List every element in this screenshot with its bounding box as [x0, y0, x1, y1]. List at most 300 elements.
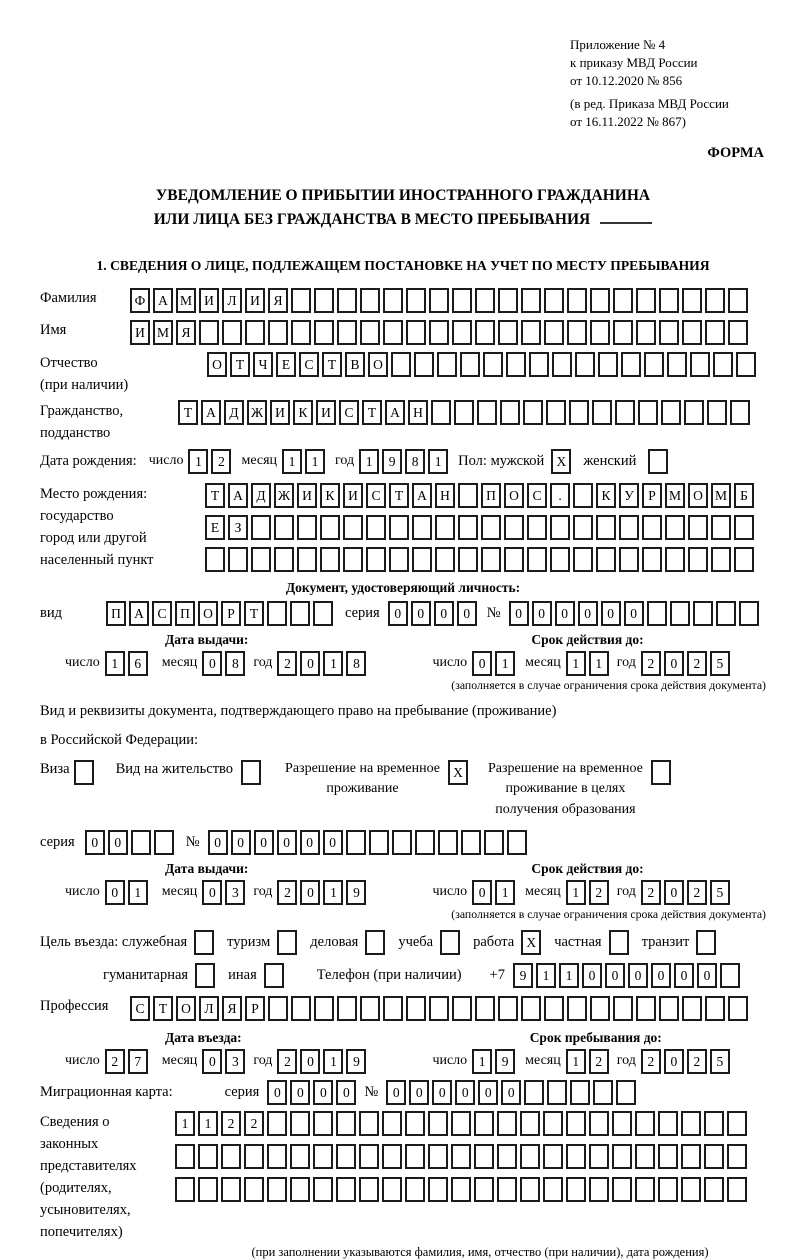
permit-expiry-year-input[interactable] [641, 880, 730, 905]
char-cell[interactable]: 0 [434, 601, 454, 626]
birth-place-row1-input[interactable] [205, 483, 754, 508]
temp-residence-education-checkbox[interactable] [651, 760, 671, 785]
char-cell[interactable] [590, 320, 610, 345]
char-cell[interactable]: 2 [277, 1049, 297, 1074]
doc-expiry-month-input[interactable] [566, 651, 609, 676]
char-cell[interactable]: 9 [513, 963, 533, 988]
char-cell[interactable] [383, 288, 403, 313]
char-cell[interactable] [405, 1111, 425, 1136]
char-cell[interactable]: К [320, 483, 340, 508]
char-cell[interactable] [596, 515, 616, 540]
char-cell[interactable]: 0 [323, 830, 343, 855]
char-cell[interactable] [428, 1111, 448, 1136]
char-cell[interactable] [475, 288, 495, 313]
char-cell[interactable] [336, 1111, 356, 1136]
char-cell[interactable] [461, 830, 481, 855]
stay-day-input[interactable] [472, 1049, 515, 1074]
char-cell[interactable]: 2 [105, 1049, 125, 1074]
char-cell[interactable]: 9 [382, 449, 402, 474]
char-cell[interactable]: 1 [559, 963, 579, 988]
char-cell[interactable] [521, 996, 541, 1021]
birth-day-input[interactable] [188, 449, 231, 474]
permit-expiry-day-input[interactable] [472, 880, 515, 905]
surname-input[interactable] [130, 288, 748, 313]
char-cell[interactable] [428, 1144, 448, 1169]
char-cell[interactable] [483, 352, 503, 377]
char-cell[interactable]: 1 [175, 1111, 195, 1136]
char-cell[interactable] [527, 547, 547, 572]
char-cell[interactable] [682, 996, 702, 1021]
char-cell[interactable] [524, 1080, 544, 1105]
char-cell[interactable]: 0 [478, 1080, 498, 1105]
char-cell[interactable]: 9 [346, 1049, 366, 1074]
doc-expiry-day-input[interactable] [472, 651, 515, 676]
char-cell[interactable]: 1 [472, 1049, 492, 1074]
char-cell[interactable] [569, 400, 589, 425]
char-cell[interactable] [682, 288, 702, 313]
char-cell[interactable] [343, 547, 363, 572]
char-cell[interactable]: М [665, 483, 685, 508]
char-cell[interactable] [346, 830, 366, 855]
char-cell[interactable] [291, 996, 311, 1021]
char-cell[interactable]: Н [408, 400, 428, 425]
citizenship-input[interactable] [178, 400, 750, 425]
char-cell[interactable] [647, 601, 667, 626]
char-cell[interactable]: 1 [495, 880, 515, 905]
birth-year-input[interactable] [359, 449, 448, 474]
char-cell[interactable] [498, 996, 518, 1021]
char-cell[interactable]: О [504, 483, 524, 508]
char-cell[interactable]: 1 [323, 880, 343, 905]
char-cell[interactable] [567, 288, 587, 313]
purpose-humanitarian-checkbox[interactable] [195, 963, 215, 988]
char-cell[interactable]: Р [221, 601, 241, 626]
representatives-row2-input[interactable] [175, 1144, 747, 1169]
char-cell[interactable]: 0 [277, 830, 297, 855]
char-cell[interactable]: А [228, 483, 248, 508]
purpose-tourism-checkbox[interactable] [277, 930, 297, 955]
char-cell[interactable]: 2 [687, 1049, 707, 1074]
char-cell[interactable] [267, 1111, 287, 1136]
char-cell[interactable] [521, 288, 541, 313]
char-cell[interactable] [520, 1177, 540, 1202]
char-cell[interactable] [659, 288, 679, 313]
char-cell[interactable] [598, 352, 618, 377]
char-cell[interactable] [337, 996, 357, 1021]
char-cell[interactable]: 0 [290, 1080, 310, 1105]
char-cell[interactable] [566, 1144, 586, 1169]
char-cell[interactable] [313, 1111, 333, 1136]
char-cell[interactable]: А [201, 400, 221, 425]
char-cell[interactable]: 3 [225, 880, 245, 905]
char-cell[interactable] [474, 1111, 494, 1136]
char-cell[interactable] [612, 1144, 632, 1169]
char-cell[interactable] [592, 400, 612, 425]
char-cell[interactable] [529, 352, 549, 377]
char-cell[interactable]: 6 [128, 651, 148, 676]
char-cell[interactable]: 0 [601, 601, 621, 626]
char-cell[interactable] [241, 760, 261, 785]
char-cell[interactable] [550, 547, 570, 572]
char-cell[interactable]: 1 [128, 880, 148, 905]
char-cell[interactable]: 2 [589, 880, 609, 905]
char-cell[interactable]: И [297, 483, 317, 508]
char-cell[interactable] [405, 1144, 425, 1169]
char-cell[interactable] [596, 547, 616, 572]
char-cell[interactable]: И [199, 288, 219, 313]
char-cell[interactable]: 0 [105, 880, 125, 905]
char-cell[interactable] [383, 996, 403, 1021]
char-cell[interactable]: 0 [457, 601, 477, 626]
char-cell[interactable] [221, 1177, 241, 1202]
char-cell[interactable] [544, 996, 564, 1021]
char-cell[interactable]: А [153, 288, 173, 313]
char-cell[interactable] [475, 320, 495, 345]
char-cell[interactable] [314, 288, 334, 313]
char-cell[interactable] [690, 352, 710, 377]
char-cell[interactable]: С [527, 483, 547, 508]
char-cell[interactable] [474, 1177, 494, 1202]
char-cell[interactable]: 1 [495, 651, 515, 676]
char-cell[interactable] [681, 1111, 701, 1136]
char-cell[interactable]: 0 [202, 651, 222, 676]
char-cell[interactable]: О [688, 483, 708, 508]
char-cell[interactable]: 0 [336, 1080, 356, 1105]
sex-female-checkbox[interactable] [648, 449, 668, 474]
char-cell[interactable] [713, 352, 733, 377]
char-cell[interactable] [313, 601, 333, 626]
char-cell[interactable] [314, 320, 334, 345]
char-cell[interactable] [481, 547, 501, 572]
char-cell[interactable] [521, 320, 541, 345]
char-cell[interactable]: 0 [501, 1080, 521, 1105]
char-cell[interactable]: Н [435, 483, 455, 508]
char-cell[interactable]: Ф [130, 288, 150, 313]
char-cell[interactable] [720, 963, 740, 988]
char-cell[interactable] [567, 996, 587, 1021]
char-cell[interactable]: 9 [346, 880, 366, 905]
char-cell[interactable] [297, 547, 317, 572]
purpose-official-checkbox[interactable] [194, 930, 214, 955]
char-cell[interactable] [736, 352, 756, 377]
birth-place-row2-input[interactable] [205, 515, 754, 540]
doc-expiry-year-input[interactable] [641, 651, 730, 676]
char-cell[interactable]: 2 [277, 651, 297, 676]
char-cell[interactable]: X [448, 760, 468, 785]
char-cell[interactable] [550, 515, 570, 540]
permit-expiry-month-input[interactable] [566, 880, 609, 905]
char-cell[interactable]: 0 [409, 1080, 429, 1105]
char-cell[interactable]: 0 [313, 1080, 333, 1105]
char-cell[interactable] [544, 288, 564, 313]
patronymic-input[interactable] [207, 352, 756, 377]
char-cell[interactable]: 1 [359, 449, 379, 474]
char-cell[interactable] [716, 601, 736, 626]
char-cell[interactable] [290, 1177, 310, 1202]
char-cell[interactable]: 2 [277, 880, 297, 905]
char-cell[interactable] [638, 400, 658, 425]
char-cell[interactable] [570, 1080, 590, 1105]
char-cell[interactable] [636, 288, 656, 313]
char-cell[interactable]: Т [244, 601, 264, 626]
char-cell[interactable]: 0 [300, 1049, 320, 1074]
char-cell[interactable] [696, 930, 716, 955]
char-cell[interactable] [199, 320, 219, 345]
char-cell[interactable] [507, 830, 527, 855]
char-cell[interactable] [658, 1144, 678, 1169]
char-cell[interactable] [222, 320, 242, 345]
purpose-private-checkbox[interactable] [609, 930, 629, 955]
char-cell[interactable] [452, 288, 472, 313]
char-cell[interactable]: С [130, 996, 150, 1021]
char-cell[interactable]: С [339, 400, 359, 425]
char-cell[interactable]: 2 [589, 1049, 609, 1074]
permit-issue-year-input[interactable] [277, 880, 366, 905]
char-cell[interactable] [497, 1144, 517, 1169]
permit-number-input[interactable] [208, 830, 527, 855]
char-cell[interactable] [730, 400, 750, 425]
permit-series-input[interactable] [85, 830, 174, 855]
char-cell[interactable] [320, 547, 340, 572]
char-cell[interactable]: 0 [509, 601, 529, 626]
char-cell[interactable]: Р [642, 483, 662, 508]
char-cell[interactable]: 0 [300, 651, 320, 676]
char-cell[interactable] [458, 547, 478, 572]
char-cell[interactable] [360, 320, 380, 345]
char-cell[interactable] [369, 830, 389, 855]
char-cell[interactable]: 0 [664, 880, 684, 905]
char-cell[interactable] [475, 996, 495, 1021]
char-cell[interactable] [727, 1177, 747, 1202]
char-cell[interactable] [704, 1177, 724, 1202]
char-cell[interactable] [460, 352, 480, 377]
char-cell[interactable]: 5 [710, 880, 730, 905]
char-cell[interactable] [734, 547, 754, 572]
char-cell[interactable] [659, 996, 679, 1021]
char-cell[interactable] [195, 963, 215, 988]
char-cell[interactable] [704, 1144, 724, 1169]
char-cell[interactable] [504, 515, 524, 540]
char-cell[interactable]: Ч [253, 352, 273, 377]
char-cell[interactable] [566, 1177, 586, 1202]
char-cell[interactable] [429, 288, 449, 313]
char-cell[interactable]: 1 [323, 651, 343, 676]
char-cell[interactable]: О [176, 996, 196, 1021]
char-cell[interactable] [670, 601, 690, 626]
char-cell[interactable] [336, 1144, 356, 1169]
char-cell[interactable] [609, 930, 629, 955]
char-cell[interactable] [313, 1144, 333, 1169]
char-cell[interactable] [451, 1111, 471, 1136]
char-cell[interactable]: П [481, 483, 501, 508]
char-cell[interactable]: Т [389, 483, 409, 508]
char-cell[interactable]: 8 [225, 651, 245, 676]
char-cell[interactable] [621, 352, 641, 377]
char-cell[interactable] [268, 996, 288, 1021]
doc-issue-month-input[interactable] [202, 651, 245, 676]
char-cell[interactable]: Б [734, 483, 754, 508]
birth-place-row3-input[interactable] [205, 547, 754, 572]
char-cell[interactable]: П [106, 601, 126, 626]
char-cell[interactable] [336, 1177, 356, 1202]
char-cell[interactable] [452, 320, 472, 345]
char-cell[interactable] [365, 930, 385, 955]
char-cell[interactable]: Е [276, 352, 296, 377]
char-cell[interactable]: 0 [664, 1049, 684, 1074]
char-cell[interactable]: С [366, 483, 386, 508]
char-cell[interactable] [268, 320, 288, 345]
char-cell[interactable]: 0 [697, 963, 717, 988]
char-cell[interactable] [575, 352, 595, 377]
char-cell[interactable]: 0 [85, 830, 105, 855]
char-cell[interactable] [523, 400, 543, 425]
char-cell[interactable] [382, 1111, 402, 1136]
char-cell[interactable] [406, 996, 426, 1021]
char-cell[interactable]: О [198, 601, 218, 626]
char-cell[interactable]: 0 [254, 830, 274, 855]
char-cell[interactable] [389, 515, 409, 540]
char-cell[interactable] [228, 547, 248, 572]
char-cell[interactable]: 0 [605, 963, 625, 988]
char-cell[interactable] [383, 320, 403, 345]
char-cell[interactable] [458, 515, 478, 540]
char-cell[interactable] [506, 352, 526, 377]
char-cell[interactable] [429, 996, 449, 1021]
char-cell[interactable]: 0 [386, 1080, 406, 1105]
char-cell[interactable] [291, 288, 311, 313]
char-cell[interactable] [451, 1144, 471, 1169]
char-cell[interactable] [251, 515, 271, 540]
stay-month-input[interactable] [566, 1049, 609, 1074]
char-cell[interactable] [481, 515, 501, 540]
char-cell[interactable] [547, 1080, 567, 1105]
char-cell[interactable]: 2 [641, 1049, 661, 1074]
char-cell[interactable] [267, 601, 287, 626]
char-cell[interactable] [681, 1177, 701, 1202]
visa-checkbox[interactable] [74, 760, 94, 785]
char-cell[interactable]: 0 [628, 963, 648, 988]
char-cell[interactable] [382, 1144, 402, 1169]
char-cell[interactable]: И [343, 483, 363, 508]
char-cell[interactable]: 1 [198, 1111, 218, 1136]
char-cell[interactable]: Л [199, 996, 219, 1021]
char-cell[interactable] [659, 320, 679, 345]
char-cell[interactable]: 0 [208, 830, 228, 855]
char-cell[interactable] [567, 320, 587, 345]
char-cell[interactable] [414, 352, 434, 377]
char-cell[interactable] [665, 547, 685, 572]
char-cell[interactable]: 1 [428, 449, 448, 474]
char-cell[interactable] [290, 1144, 310, 1169]
entry-month-input[interactable] [202, 1049, 245, 1074]
char-cell[interactable] [477, 400, 497, 425]
char-cell[interactable] [546, 400, 566, 425]
char-cell[interactable] [705, 320, 725, 345]
char-cell[interactable] [314, 996, 334, 1021]
char-cell[interactable]: 0 [267, 1080, 287, 1105]
char-cell[interactable] [267, 1144, 287, 1169]
migration-series-input[interactable] [267, 1080, 356, 1105]
char-cell[interactable]: З [228, 515, 248, 540]
char-cell[interactable] [612, 1111, 632, 1136]
char-cell[interactable]: Ж [274, 483, 294, 508]
char-cell[interactable]: 0 [532, 601, 552, 626]
entry-day-input[interactable] [105, 1049, 148, 1074]
char-cell[interactable]: Т [178, 400, 198, 425]
char-cell[interactable] [458, 483, 478, 508]
char-cell[interactable]: О [207, 352, 227, 377]
char-cell[interactable] [590, 288, 610, 313]
char-cell[interactable] [74, 760, 94, 785]
char-cell[interactable] [667, 352, 687, 377]
char-cell[interactable] [612, 1177, 632, 1202]
char-cell[interactable] [616, 1080, 636, 1105]
char-cell[interactable]: 8 [346, 651, 366, 676]
char-cell[interactable] [682, 320, 702, 345]
char-cell[interactable]: 2 [211, 449, 231, 474]
char-cell[interactable]: 0 [651, 963, 671, 988]
char-cell[interactable] [642, 547, 662, 572]
char-cell[interactable] [451, 1177, 471, 1202]
char-cell[interactable] [681, 1144, 701, 1169]
char-cell[interactable] [429, 320, 449, 345]
char-cell[interactable]: Я [222, 996, 242, 1021]
char-cell[interactable] [497, 1177, 517, 1202]
char-cell[interactable] [500, 400, 520, 425]
char-cell[interactable] [131, 830, 151, 855]
permit-issue-month-input[interactable] [202, 880, 245, 905]
char-cell[interactable]: 0 [202, 1049, 222, 1074]
char-cell[interactable] [412, 547, 432, 572]
char-cell[interactable] [589, 1144, 609, 1169]
representatives-row3-input[interactable] [175, 1177, 747, 1202]
char-cell[interactable] [359, 1111, 379, 1136]
char-cell[interactable] [651, 760, 671, 785]
char-cell[interactable]: И [270, 400, 290, 425]
char-cell[interactable]: Д [224, 400, 244, 425]
phone-input[interactable] [513, 963, 740, 988]
purpose-work-checkbox[interactable] [521, 930, 541, 955]
char-cell[interactable] [573, 547, 593, 572]
char-cell[interactable] [274, 547, 294, 572]
char-cell[interactable]: 0 [300, 830, 320, 855]
char-cell[interactable] [619, 515, 639, 540]
residence-permit-checkbox[interactable] [241, 760, 261, 785]
representatives-row1-input[interactable] [175, 1111, 747, 1136]
char-cell[interactable] [520, 1144, 540, 1169]
char-cell[interactable] [360, 996, 380, 1021]
char-cell[interactable]: Т [230, 352, 250, 377]
char-cell[interactable] [727, 1144, 747, 1169]
char-cell[interactable] [688, 515, 708, 540]
char-cell[interactable] [593, 1080, 613, 1105]
char-cell[interactable] [642, 515, 662, 540]
char-cell[interactable] [543, 1111, 563, 1136]
char-cell[interactable]: Т [153, 996, 173, 1021]
char-cell[interactable]: А [385, 400, 405, 425]
char-cell[interactable]: Т [205, 483, 225, 508]
temp-residence-checkbox[interactable] [448, 760, 468, 785]
char-cell[interactable]: Я [268, 288, 288, 313]
char-cell[interactable] [277, 930, 297, 955]
char-cell[interactable] [613, 288, 633, 313]
char-cell[interactable] [405, 1177, 425, 1202]
char-cell[interactable]: 0 [300, 880, 320, 905]
char-cell[interactable] [635, 1144, 655, 1169]
char-cell[interactable] [590, 996, 610, 1021]
char-cell[interactable] [274, 515, 294, 540]
char-cell[interactable] [437, 352, 457, 377]
